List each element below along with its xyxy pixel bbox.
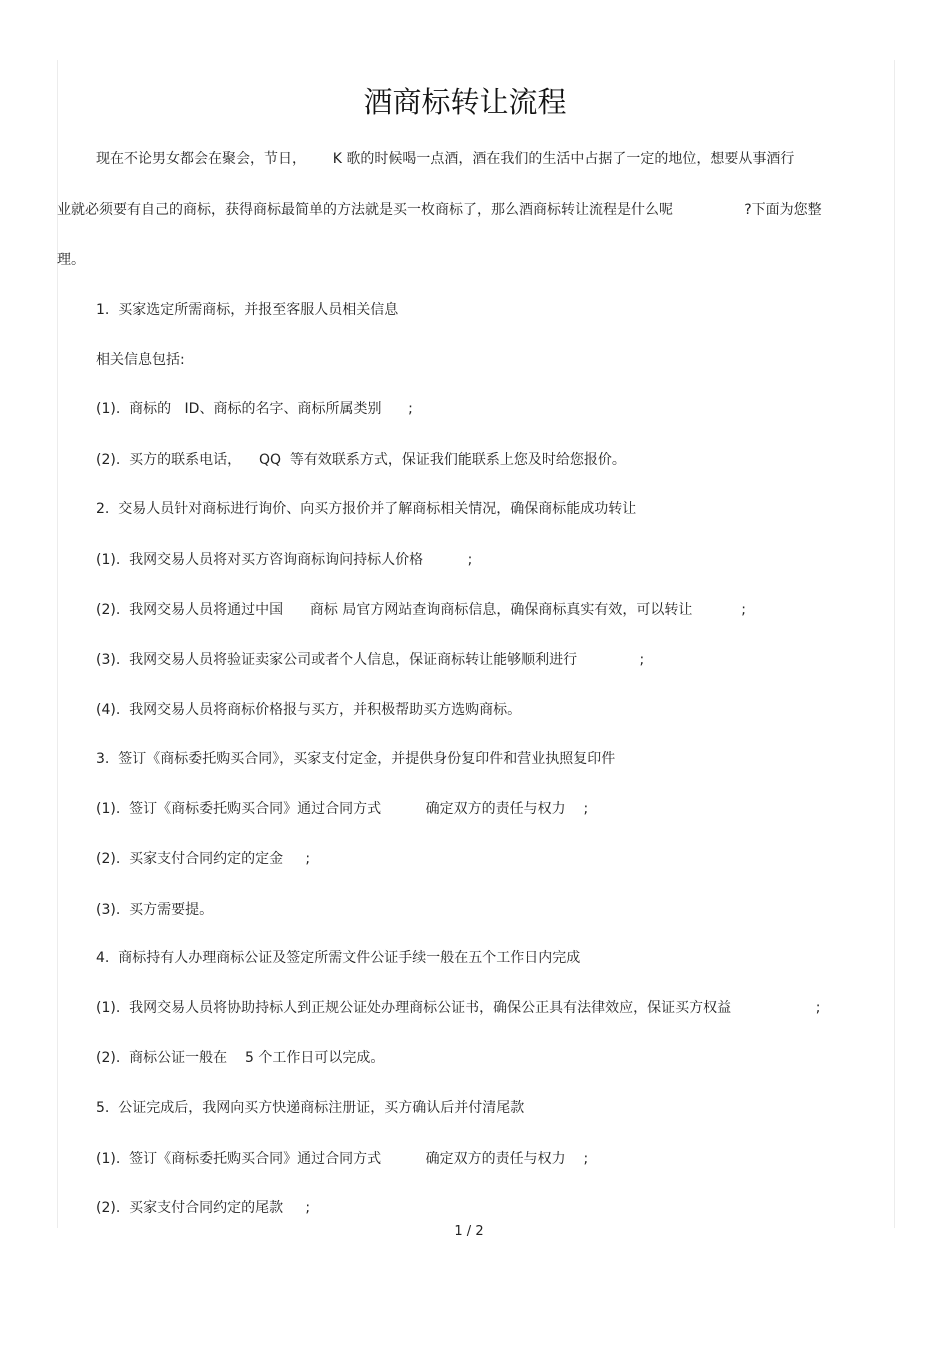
intro-line-2: 业就必须要有自己的商标，获得商标最简单的方法就是买一枚商标了，那么酒商标转让流程是什么呢 ?下面为您整 (57, 202, 822, 218)
step-4-heading: 4. 商标持有人办理商标公证及签定所需文件公证手续一般在五个工作日内完成 (96, 950, 581, 966)
step-4-item-1: (1). 我网交易人员将协助持标人到正规公证处办理商标公证书，确保公正具有法律效应，保证买方权益 ; (96, 1000, 821, 1016)
step-3-heading: 3. 签订《商标委托购买合同》，买家支付定金，并提供身份复印件和营业执照复印件 (96, 751, 616, 767)
intro-line-1: 现在不论男女都会在聚会，节日， K 歌的时候喝一点酒，酒在我们的生活中占据了一定的地位，想要从事酒行 (96, 151, 795, 167)
step-5-item-1: (1). 签订《商标委托购买合同》通过合同方式 确定双方的责任与权力 ; (96, 1151, 589, 1167)
step-2-item-3: (3). 我网交易人员将验证卖家公司或者个人信息，保证商标转让能够顺利进行 ; (96, 652, 645, 668)
step-2-heading: 2. 交易人员针对商标进行询价、向买方报价并了解商标相关情况，确保商标能成功转让 (96, 501, 637, 517)
document-title: 酒商标转让流程 (363, 85, 567, 119)
step-3-item-3: (3). 买方需要提。 (96, 902, 214, 918)
step-1-info-label: 相关信息包括: (96, 352, 185, 368)
step-3-item-2: (2). 买家支付合同约定的定金 ; (96, 851, 311, 867)
intro-line-3: 理。 (57, 252, 85, 268)
step-3-item-1: (1). 签订《商标委托购买合同》通过合同方式 确定双方的责任与权力 ; (96, 801, 589, 817)
step-2-item-4: (4). 我网交易人员将商标价格报与买方，并积极帮助买方选购商标。 (96, 702, 522, 718)
step-2-item-1: (1). 我网交易人员将对买方咨询商标询问持标人价格 ; (96, 552, 473, 568)
step-4-item-2: (2). 商标公证一般在 5 个工作日可以完成。 (96, 1050, 385, 1066)
step-5-item-2: (2). 买家支付合同约定的尾款 ; (96, 1200, 311, 1216)
step-1-item-2: (2). 买方的联系电话， QQ 等有效联系方式，保证我们能联系上您及时给您报价。 (96, 452, 626, 468)
step-5-heading: 5. 公证完成后，我网向买方快递商标注册证，买方确认后并付清尾款 (96, 1100, 525, 1116)
step-2-item-2: (2). 我网交易人员将通过中国 商标 局官方网站查询商标信息，确保商标真实有效，可以转让 ; (96, 602, 746, 618)
page-number: 1 / 2 (454, 1224, 484, 1239)
step-1-heading: 1. 买家选定所需商标，并报至客服人员相关信息 (96, 302, 399, 318)
step-1-item-1: (1). 商标的 ID、商标的名字、商标所属类别 ; (96, 401, 413, 417)
